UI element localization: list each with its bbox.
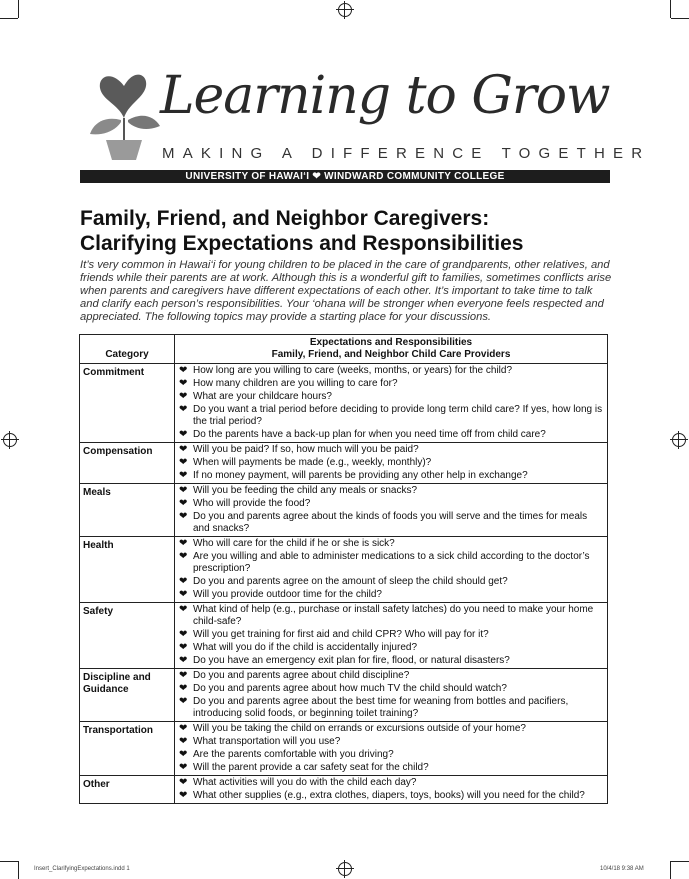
heart-icon: ❤ [179,629,188,640]
questions-cell [175,443,608,484]
brand-title: Learning to Grow [160,66,610,126]
page-title [80,206,640,256]
university-bar: UNIVERSITY OF HAWAI‘I ❤ WINDWARD COMMUNITY COLLEGE [80,170,610,183]
question-item [179,485,603,497]
category-cell: Meals [80,484,175,537]
questions-cell [175,364,608,443]
question-item [179,391,603,403]
question-list [179,604,603,667]
category-cell: Transportation [80,722,175,776]
question-text: What other supplies (e.g., extra clothes, diapers, toys, books) will you need for the child? [193,790,585,801]
question-text: What kind of help (e.g., purchase or install safety latches) do you need to make your home child-safe? [193,604,594,627]
question-item [179,470,603,482]
intro-paragraph: It’s very common in Hawai‘i for young children to be placed in the care of grandparents, other relatives, and friends while their parents are at work. Although this is a wonderful gift to families, sometimes conflicts arise when parents and caregivers have different expectations of each other. It’s important to take time to talk and clarify each person’s responsibilities. Your ‘ohana will be stronger when everyone feels respected and appreciated. The following topics may provide a starting place for your discussions. [80,259,612,323]
heart-icon: ❤ [179,378,188,389]
heart-icon: ❤ [179,777,188,788]
question-item [179,736,603,748]
question-item [179,604,603,628]
heart-icon: ❤ [179,749,188,760]
question-text: What will you do if the child is accidentally injured? [193,642,417,653]
question-item [179,777,603,789]
question-item [179,538,603,550]
questions-cell [175,537,608,603]
question-item [179,457,603,469]
question-item [179,551,603,575]
question-item [179,589,603,601]
heart-icon: ❤ [179,604,188,615]
plant-logo-icon [88,60,160,160]
heart-icon: ❤ [179,444,188,455]
registration-mark-icon [3,433,17,447]
crop-mark [0,18,18,19]
column-header-category: Category [80,335,175,364]
expectations-table [79,334,608,804]
crop-mark [18,0,19,18]
crop-mark [671,18,689,19]
question-item [179,404,603,428]
heart-icon: ❤ [179,683,188,694]
question-text: Will you be paid? If so, how much will you be paid? [193,444,419,455]
question-text: Will you be feeding the child any meals or snacks? [193,485,418,496]
question-text: Are you willing and able to administer medications to a sick child according to the doctor’s prescription? [193,551,590,574]
heart-icon: ❤ [179,589,188,600]
question-item [179,670,603,682]
category-cell: Health [80,537,175,603]
page-title-line2: Clarifying Expectations and Responsibilities [80,232,524,255]
question-text: Do you and parents agree about the kinds of foods you will serve and the times for meals and snacks? [193,511,588,534]
table-row [80,603,608,669]
questions-cell [175,722,608,776]
crop-mark [18,861,19,879]
heart-icon: ❤ [179,498,188,509]
question-text: If no money payment, will parents be providing any other help in exchange? [193,470,528,481]
heart-icon: ❤ [179,723,188,734]
question-text: What activities will you do with the child each day? [193,777,417,788]
heart-icon: ❤ [179,365,188,376]
table-header-row [80,335,608,364]
questions-cell [175,669,608,722]
question-text: Are the parents comfortable with you driving? [193,749,394,760]
question-list [179,538,603,601]
question-text: When will payments be made (e.g., weekly, monthly)? [193,457,432,468]
questions-cell [175,603,608,669]
heart-icon: ❤ [179,470,188,481]
question-list [179,670,603,720]
question-item [179,749,603,761]
question-item [179,444,603,456]
question-text: Who will care for the child if he or she is sick? [193,538,395,549]
heart-icon: ❤ [179,511,188,522]
question-item [179,365,603,377]
question-item [179,790,603,802]
question-list [179,365,603,441]
category-cell: Compensation [80,443,175,484]
crop-mark [670,0,671,18]
questions-cell [175,484,608,537]
question-text: Do you and parents agree about child discipline? [193,670,410,681]
column-header-expectations [175,335,608,364]
question-text: What are your childcare hours? [193,391,332,402]
question-item [179,511,603,535]
heart-icon: ❤ [179,790,188,801]
heart-icon: ❤ [179,404,188,415]
slug-date-time: 10/4/18 9:38 AM [600,866,644,872]
question-item [179,498,603,510]
question-item [179,723,603,735]
column-header-expectations-line2: Family, Friend, and Neighbor Child Care Providers [271,349,511,360]
brand-tagline: MAKING A DIFFERENCE TOGETHER [162,145,651,162]
question-text: Do you and parents agree about the best time for weaning from bottles and pacifiers, introducing solid foods, or beginning toilet training? [193,696,569,719]
heart-icon: ❤ [179,551,188,562]
question-item [179,429,603,441]
heart-icon: ❤ [179,429,188,440]
question-list [179,723,603,774]
question-item [179,629,603,641]
question-list [179,444,603,482]
question-text: Will you be taking the child on errands or excursions outside of your home? [193,723,526,734]
page-title-line1: Family, Friend, and Neighbor Caregivers: [80,207,490,230]
table-row [80,669,608,722]
heart-icon: ❤ [179,485,188,496]
question-text: Do the parents have a back-up plan for when you need time off from child care? [193,429,546,440]
category-cell: Other [80,776,175,804]
table-row [80,776,608,804]
questions-cell [175,776,608,804]
registration-mark-icon [672,433,686,447]
question-text: Who will provide the food? [193,498,311,509]
heart-icon: ❤ [179,457,188,468]
heart-icon: ❤ [179,655,188,666]
registration-mark-icon [338,3,352,17]
slug-file-name: Insert_ClarifyingExpectations.indd 1 [34,866,130,872]
crop-mark [671,861,689,862]
table-row [80,443,608,484]
question-text: Do you and parents agree on the amount of sleep the child should get? [193,576,508,587]
question-text: Will the parent provide a car safety seat for the child? [193,762,429,773]
category-cell: Safety [80,603,175,669]
heart-icon: ❤ [179,762,188,773]
crop-mark [670,861,671,879]
heart-icon: ❤ [179,696,188,707]
question-item [179,378,603,390]
question-item [179,642,603,654]
question-item [179,696,603,720]
registration-mark-icon [338,862,352,876]
crop-mark [0,861,18,862]
heart-icon: ❤ [179,391,188,402]
question-text: Do you want a trial period before deciding to provide long term child care? If yes, how long is the trial period? [193,404,603,427]
table-row [80,364,608,443]
table-row [80,537,608,603]
question-list [179,777,603,802]
question-text: Do you have an emergency exit plan for fire, flood, or natural disasters? [193,655,510,666]
heart-icon: ❤ [179,642,188,653]
heart-icon: ❤ [179,576,188,587]
question-list [179,485,603,535]
heart-icon: ❤ [179,670,188,681]
table-row [80,484,608,537]
question-text: Do you and parents agree about how much TV the child should watch? [193,683,507,694]
heart-icon: ❤ [179,736,188,747]
table-body [80,364,608,804]
column-header-expectations-line1: Expectations and Responsibilities [309,337,473,348]
question-text: How long are you willing to care (weeks, months, or years) for the child? [193,365,513,376]
table-row [80,722,608,776]
heart-icon: ❤ [179,538,188,549]
question-item [179,576,603,588]
question-text: How many children are you willing to care for? [193,378,398,389]
question-item [179,762,603,774]
question-text: What transportation will you use? [193,736,341,747]
question-text: Will you get training for first aid and child CPR? Who will pay for it? [193,629,489,640]
category-cell: Commitment [80,364,175,443]
question-item [179,683,603,695]
question-text: Will you provide outdoor time for the child? [193,589,382,600]
question-item [179,655,603,667]
category-cell: Discipline and Guidance [80,669,175,722]
